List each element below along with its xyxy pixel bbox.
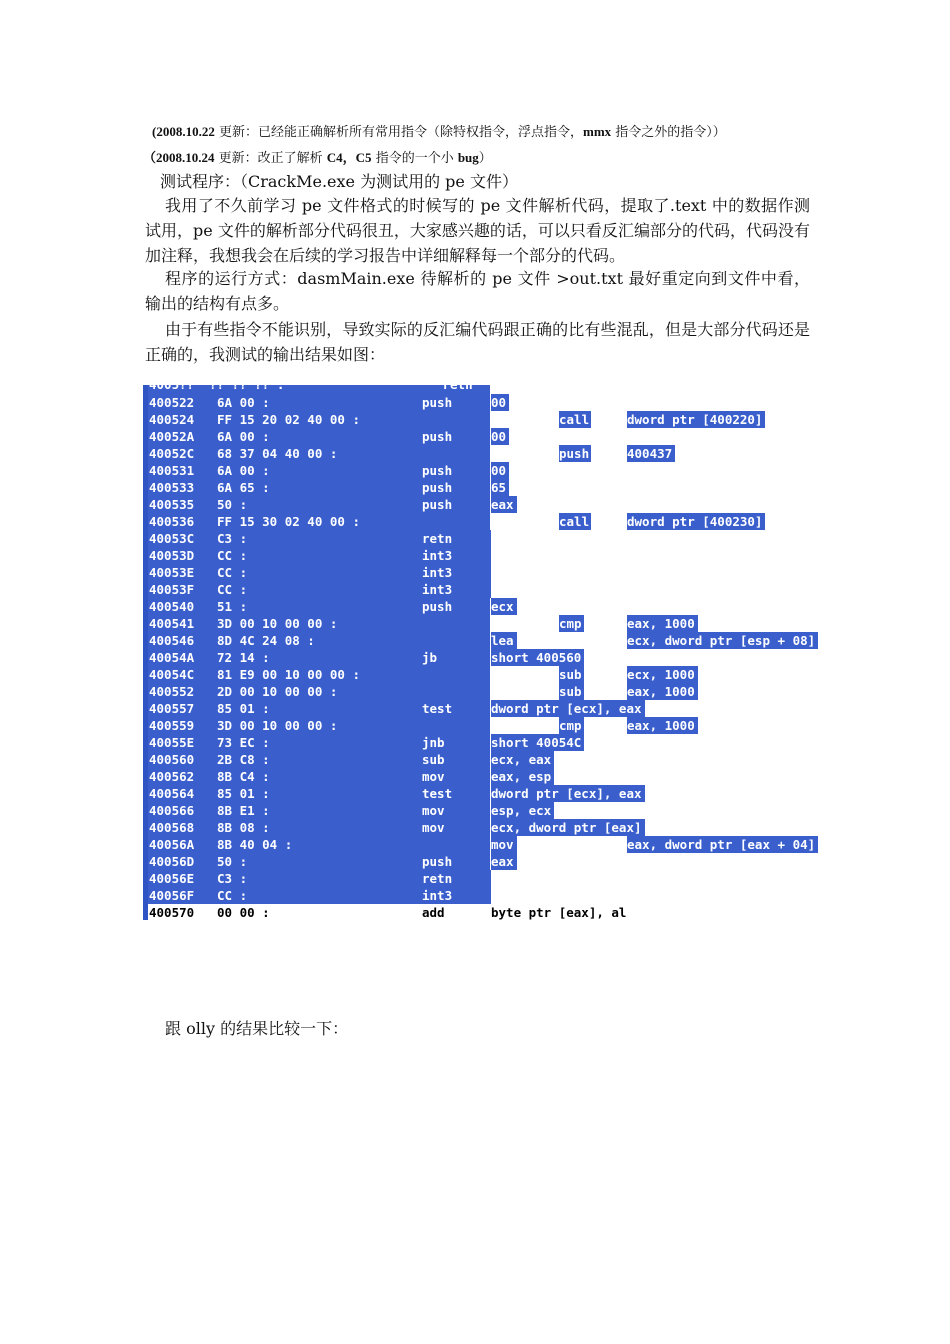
disasm-row <box>143 462 783 479</box>
disasm-operands: ecx, dword ptr [eax] <box>491 819 645 836</box>
update-text: 更新：改正了解析 <box>214 151 327 166</box>
disasm-operands: eax, dword ptr [eax + 04] <box>627 836 818 853</box>
disasm-address: 40052A <box>149 429 195 444</box>
disasm-row <box>143 836 816 853</box>
disasm-mnemonic: jnb <box>422 735 445 750</box>
update-text: 指令之外的指令）） <box>611 125 726 140</box>
disassembly-output-screenshot <box>143 377 816 920</box>
disasm-row <box>143 581 783 598</box>
disasm-mnemonic: test <box>422 701 453 716</box>
disasm-opcode-bytes: 8B 08 : <box>217 820 270 835</box>
disasm-address: 400540 <box>149 599 195 614</box>
disasm-address: 400560 <box>149 752 195 767</box>
disasm-mnemonic: push <box>422 854 453 869</box>
disasm-opcode-bytes: FF 15 20 02 40 00 : <box>217 412 360 427</box>
disasm-address: 40055E <box>149 735 195 750</box>
disasm-mnemonic: cmp <box>559 718 582 733</box>
disasm-mnemonic: push <box>559 446 590 461</box>
disasm-opcode-bytes: FF 15 30 02 40 00 : <box>217 514 360 529</box>
disasm-operands: ecx, 1000 <box>627 666 698 683</box>
disasm-address: 40056D <box>149 854 195 869</box>
disasm-address: 400557 <box>149 701 195 716</box>
disasm-opcode-bytes: CC : <box>217 548 248 563</box>
disasm-address: 400524 <box>149 412 195 427</box>
update-keyword: bug <box>457 150 479 165</box>
disasm-mnemonic: push <box>422 429 453 444</box>
olly-compare-line: 跟 olly 的结果比较一下： <box>165 1019 349 1038</box>
disasm-row <box>143 598 783 615</box>
disasm-mnemonic: mov <box>422 769 445 784</box>
disasm-address: 400533 <box>149 480 195 495</box>
disasm-row <box>143 734 783 751</box>
disasm-opcode-bytes: 2D 00 10 00 00 : <box>217 684 338 699</box>
disasm-row <box>143 547 783 564</box>
disasm-address: 40053D <box>149 548 195 563</box>
disasm-operands: mov <box>491 836 517 853</box>
disasm-opcode-bytes: 6A 00 : <box>217 429 270 444</box>
disasm-operands: 00 <box>491 428 509 445</box>
disasm-address: 40053F <box>149 582 195 597</box>
disasm-mnemonic: mov <box>422 820 445 835</box>
disasm-operands: lea <box>491 632 517 649</box>
disasm-row <box>143 564 783 581</box>
disasm-operands: dword ptr [ecx], eax <box>491 700 645 717</box>
disasm-address: 400552 <box>149 684 195 699</box>
disasm-operands: eax, 1000 <box>627 683 698 700</box>
disasm-address: 400562 <box>149 769 195 784</box>
disasm-opcode-bytes: CC : <box>217 565 248 580</box>
disasm-row <box>143 411 783 428</box>
disasm-mnemonic: sub <box>559 667 582 682</box>
update-keyword: C4，C5 <box>326 150 372 165</box>
disasm-mnemonic: push <box>422 463 453 478</box>
disasm-operands: 00 <box>491 462 509 479</box>
disasm-mnemonic: cmp <box>559 616 582 631</box>
disasm-cut-text: 4005?? ?? ?? ?? : retn ???? <box>149 377 541 392</box>
disasm-operands: eax <box>491 853 517 870</box>
disasm-mnemonic: int3 <box>422 582 453 597</box>
disasm-opcode-bytes: 50 : <box>217 854 248 869</box>
intro-paragraph: 我用了不久前学习 pe 文件格式的时候写的 pe 文件解析代码，提取了.text 中的数据作测试用，pe 文件的解析部分代码很丑，大家感兴趣的话，可以只看反汇编部分的代码，代码没有加注释，我想我会在后续的学习报告中详细解释每一个部分的代码。 <box>145 196 810 265</box>
disasm-row <box>143 632 816 649</box>
disasm-mnemonic: call <box>559 412 590 427</box>
disasm-address: 40056F <box>149 888 195 903</box>
disasm-mnemonic: retn <box>422 531 453 546</box>
disasm-mnemonic: int3 <box>422 548 453 563</box>
disasm-opcode-bytes: 00 00 : <box>217 905 270 920</box>
disasm-opcode-bytes: 8B E1 : <box>217 803 270 818</box>
update-text: 更新：已经能正确解析所有常用指令（除特权指令，浮点指令， <box>214 125 583 140</box>
disasm-address: 40053E <box>149 565 195 580</box>
disasm-mnemonic: int3 <box>422 888 453 903</box>
disasm-row <box>143 445 783 462</box>
selection-left-edge <box>143 385 148 920</box>
disasm-mnemonic: mov <box>422 803 445 818</box>
disasm-opcode-bytes: 81 E9 00 10 00 00 : <box>217 667 360 682</box>
disasm-address: 400535 <box>149 497 195 512</box>
run-instructions-paragraph: 程序的运行方式：dasmMain.exe 待解析的 pe 文件 >out.txt 最好重定向到文件中看，输出的结构有点多。 <box>145 269 810 313</box>
test-program-line: 测试程序：（CrackMe.exe 为测试用的 pe 文件） <box>160 172 518 191</box>
disasm-row <box>143 496 783 513</box>
disasm-row <box>143 666 783 683</box>
disasm-operands: 400437 <box>627 445 675 462</box>
disasm-address: 40052C <box>149 446 195 461</box>
disasm-mnemonic: push <box>422 497 453 512</box>
disasm-mnemonic: call <box>559 514 590 529</box>
disasm-operands: dword ptr [ecx], eax <box>491 785 645 802</box>
disasm-address: 400568 <box>149 820 195 835</box>
disasm-mnemonic: push <box>422 395 453 410</box>
disasm-address: 400541 <box>149 616 195 631</box>
disasm-row <box>143 479 783 496</box>
disasm-operands: short 400560 <box>491 649 584 666</box>
disasm-row <box>143 394 783 411</box>
disasm-row <box>143 751 783 768</box>
update-date: （2008.10.24 <box>143 150 215 165</box>
disasm-operands: dword ptr [400220] <box>627 411 765 428</box>
disasm-address: 40056E <box>149 871 195 886</box>
disasm-operands: esp, ecx <box>491 802 554 819</box>
disasm-mnemonic: test <box>422 786 453 801</box>
disasm-row <box>143 530 783 547</box>
disasm-row <box>143 717 783 734</box>
disasm-opcode-bytes: 85 01 : <box>217 786 270 801</box>
disasm-address: 40054A <box>149 650 195 665</box>
disasm-address: 400546 <box>149 633 195 648</box>
disasm-row <box>143 768 783 785</box>
disasm-opcode-bytes: 6A 00 : <box>217 395 270 410</box>
disasm-mnemonic: retn <box>422 871 453 886</box>
disasm-address: 400522 <box>149 395 195 410</box>
result-note-paragraph: 由于有些指令不能识别，导致实际的反汇编代码跟正确的比有些混乱，但是大部分代码还是正确的，我测试的输出结果如图： <box>145 320 810 364</box>
disasm-mnemonic: push <box>422 599 453 614</box>
disasm-opcode-bytes: 3D 00 10 00 00 : <box>217 616 338 631</box>
update-keyword: mmx <box>582 124 612 139</box>
disasm-opcode-bytes: C3 : <box>217 531 248 546</box>
disasm-opcode-bytes: 68 37 04 40 00 : <box>217 446 338 461</box>
disasm-opcode-bytes: 73 EC : <box>217 735 270 750</box>
disasm-row <box>143 700 783 717</box>
disasm-address: 40053C <box>149 531 195 546</box>
disasm-opcode-bytes: 3D 00 10 00 00 : <box>217 718 338 733</box>
disasm-address: 400559 <box>149 718 195 733</box>
disasm-opcode-bytes: 8B 40 04 : <box>217 837 293 852</box>
disasm-opcode-bytes: C3 : <box>217 871 248 886</box>
disasm-address: 40054C <box>149 667 195 682</box>
disasm-row <box>143 802 783 819</box>
disasm-opcode-bytes: 85 01 : <box>217 701 270 716</box>
update-text: 指令的一个小 <box>371 151 458 166</box>
disasm-row-cut-bottom <box>143 904 783 920</box>
disasm-opcode-bytes: 51 : <box>217 599 248 614</box>
disasm-address: 400531 <box>149 463 195 478</box>
disasm-address: 400536 <box>149 514 195 529</box>
disasm-opcode-bytes: 8B C4 : <box>217 769 270 784</box>
disasm-opcode-bytes: 72 14 : <box>217 650 270 665</box>
disassembly-rows <box>143 377 816 920</box>
disasm-operands: eax <box>491 496 517 513</box>
disasm-mnemonic: int3 <box>422 565 453 580</box>
disasm-operands: 65 <box>491 479 509 496</box>
disasm-row <box>143 785 783 802</box>
disasm-address: 400566 <box>149 803 195 818</box>
disasm-opcode-bytes: 8D 4C 24 08 : <box>217 633 315 648</box>
disasm-row <box>143 887 783 904</box>
disasm-operands: byte ptr [eax], al <box>491 905 627 920</box>
disasm-mnemonic: add <box>422 905 445 920</box>
disasm-address: 400570 <box>149 905 195 920</box>
disasm-operands: eax, esp <box>491 768 554 785</box>
disasm-opcode-bytes: 2B C8 : <box>217 752 270 767</box>
disasm-opcode-bytes: 6A 65 : <box>217 480 270 495</box>
update-text: ） <box>478 151 492 166</box>
disasm-row-cut-top <box>143 377 783 394</box>
disasm-row <box>143 683 783 700</box>
update-note-1 <box>152 121 726 140</box>
disasm-operands: eax, 1000 <box>627 717 698 734</box>
disasm-row <box>143 615 783 632</box>
disasm-row <box>143 853 783 870</box>
disasm-address: 400564 <box>149 786 195 801</box>
disasm-mnemonic: jb <box>422 650 438 665</box>
disasm-operands: ecx <box>491 598 517 615</box>
disasm-row <box>143 819 783 836</box>
disasm-operands: ecx, eax <box>491 751 554 768</box>
disasm-operands: dword ptr [400230] <box>627 513 765 530</box>
disasm-address: 40056A <box>149 837 195 852</box>
update-note-2 <box>143 147 492 166</box>
disasm-operands: ecx, dword ptr [esp + 08] <box>627 632 818 649</box>
disasm-row <box>143 513 783 530</box>
disasm-mnemonic: sub <box>422 752 445 767</box>
disasm-operands: 00 <box>491 394 509 411</box>
disasm-row <box>143 870 783 887</box>
disasm-mnemonic: push <box>422 480 453 495</box>
update-date: (2008.10.22 <box>152 124 215 139</box>
disasm-opcode-bytes: 50 : <box>217 497 248 512</box>
disasm-operands: short 40054C <box>491 734 584 751</box>
disasm-row <box>143 649 783 666</box>
disasm-mnemonic: sub <box>559 684 582 699</box>
disasm-opcode-bytes: CC : <box>217 582 248 597</box>
disasm-opcode-bytes: CC : <box>217 888 248 903</box>
disasm-operands: eax, 1000 <box>627 615 698 632</box>
disasm-opcode-bytes: 6A 00 : <box>217 463 270 478</box>
disasm-row <box>143 428 783 445</box>
